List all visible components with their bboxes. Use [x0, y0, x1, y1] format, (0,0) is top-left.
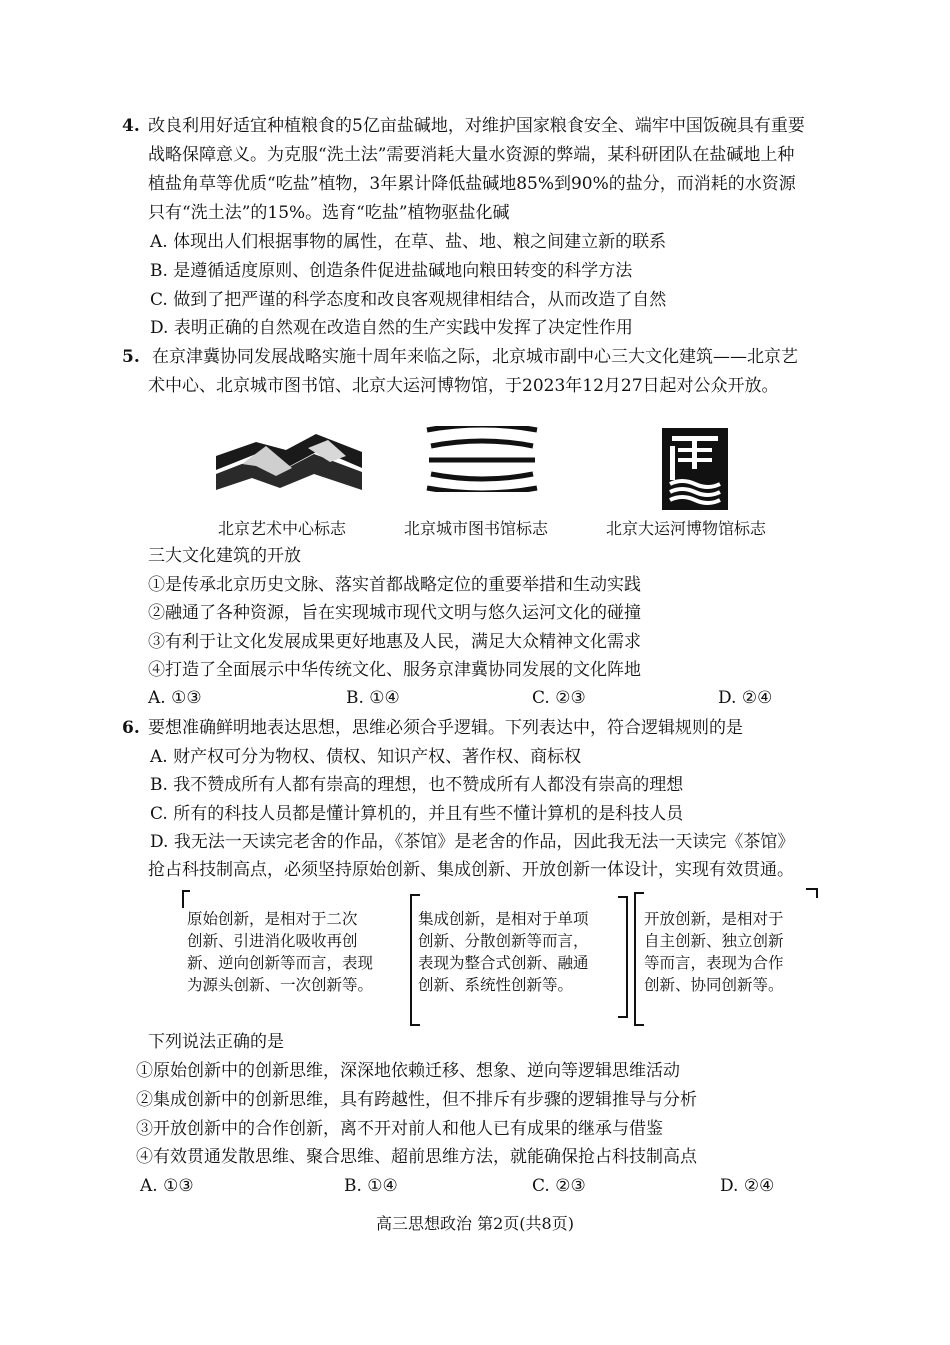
- q7-answer-row: [140, 1176, 780, 1200]
- box-line: 创新、引进消化吸收再创: [187, 932, 358, 950]
- box-line: 创新、协同创新等。: [644, 976, 784, 994]
- q6-option-b[interactable]: B. 我不赞成所有人都有崇高的理想，也不赞成所有人都没有崇高的理想: [150, 775, 684, 795]
- q5-answer-c[interactable]: C. ②③: [532, 688, 586, 708]
- q7-answer-a[interactable]: A. ①③: [140, 1176, 194, 1196]
- q6-option-a[interactable]: A. 财产权可分为物权、债权、知识产权、著作权、商标权: [150, 747, 582, 767]
- q4-option-c[interactable]: C. 做到了把严谨的科学态度和改良客观规律相结合，从而改造了自然: [150, 290, 667, 310]
- q6-stem: 要想准确鲜明地表达思想，思维必须合乎逻辑。下列表达中，符合逻辑规则的是: [148, 718, 743, 738]
- q7-stem: 抢占科技制高点，必须坚持原始创新、集成创新、开放创新一体设计，实现有效贯通。: [148, 860, 794, 880]
- q4-stem-line: 改良利用好适宜种植粮食的5亿亩盐碱地，对维护国家粮食安全、端牢中国饭碗具有重要: [148, 116, 805, 136]
- q5-stem-line: 在京津冀协同发展战略实施十周年来临之际，北京城市副中心三大文化建筑——北京艺: [152, 347, 798, 367]
- q4-option-a[interactable]: A. 体现出人们根据事物的属性，在草、盐、地、粮之间建立新的联系: [150, 232, 667, 252]
- box-line: 集成创新，是相对于单项: [418, 910, 589, 928]
- logo-caption-canal-museum: 北京大运河博物馆标志: [606, 519, 767, 538]
- box-line: 新、逆向创新等而言，表现: [187, 954, 374, 972]
- q7-answer-d[interactable]: D. ②④: [720, 1176, 775, 1196]
- q5-statement: ③有利于让文化发展成果更好地惠及人民，满足大众精神文化需求: [148, 632, 641, 652]
- q5-answer-row: [148, 688, 788, 712]
- box-line: 自主创新、独立创新: [644, 932, 784, 950]
- logo-caption-art-center: 北京艺术中心标志: [218, 519, 347, 538]
- question-6-number: 6.: [122, 718, 140, 738]
- q5-answer-b[interactable]: B. ①④: [346, 688, 400, 708]
- q4-option-d[interactable]: D. 表明正确的自然观在改造自然的生产实践中发挥了决定性作用: [150, 318, 633, 338]
- q5-statement: ④打造了全面展示中华传统文化、服务京津冀协同发展的文化阵地: [148, 660, 641, 680]
- box2-right-bracket: [618, 896, 628, 1018]
- q7-lead: 下列说法正确的是: [148, 1032, 284, 1052]
- box-line: 开放创新，是相对于: [644, 910, 784, 928]
- q6-option-c[interactable]: C. 所有的科技人员都是懂计算机的，并且有些不懂计算机的是科技人员: [150, 804, 684, 824]
- q6-option-d[interactable]: D. 我无法一天读完老舍的作品，《茶馆》是老舍的作品，因此我无法一天读完《茶馆》: [150, 832, 795, 852]
- art-center-logo: [216, 428, 362, 496]
- question-4-number: 4.: [122, 116, 140, 136]
- box3-right-bracket: [806, 888, 818, 898]
- question-5-number: 5.: [122, 347, 140, 367]
- box-line: 原始创新，是相对于二次: [187, 910, 358, 928]
- open-innovation-box: [644, 908, 814, 1000]
- q7-statement: ③开放创新中的合作创新，离不开对前人和他人已有成果的继承与借鉴: [136, 1119, 663, 1139]
- box-line: 等而言，表现为合作: [644, 954, 784, 972]
- box-line: 创新、分散创新等而言，: [418, 932, 589, 950]
- q7-answer-b[interactable]: B. ①④: [344, 1176, 398, 1196]
- box1-bracket: [182, 890, 190, 908]
- q5-statement: ①是传承北京历史文脉、落实首都战略定位的重要举措和生动实践: [148, 575, 641, 595]
- q5-stem-line: 术中心、北京城市图书馆、北京大运河博物馆，于2023年12月27日起对公众开放。: [148, 376, 779, 396]
- q4-stem-line: 只有“洗土法”的15%。选育“吃盐”植物驱盐化碱: [148, 203, 510, 223]
- q5-statement: ②融通了各种资源，旨在实现城市现代文明与悠久运河文化的碰撞: [148, 603, 641, 623]
- box-line: 为源头创新、一次创新等。: [187, 976, 374, 994]
- original-innovation-box: [187, 908, 397, 1000]
- q4-option-b[interactable]: B. 是遵循适度原则、创造条件促进盐碱地向粮田转变的科学方法: [150, 261, 633, 281]
- q5-answer-a[interactable]: A. ①③: [148, 688, 202, 708]
- box-line: 表现为整合式创新、融通: [418, 954, 589, 972]
- grand-canal-museum-logo: [662, 428, 728, 510]
- q7-statement: ④有效贯通发散思维、聚合思维、超前思维方法，就能确保抢占科技制高点: [136, 1147, 697, 1167]
- box3-left-bracket: [634, 892, 644, 1026]
- q7-answer-c[interactable]: C. ②③: [532, 1176, 586, 1196]
- logo-caption-city-library: 北京城市图书馆标志: [404, 519, 549, 538]
- city-library-logo: [425, 426, 539, 492]
- q7-statement: ②集成创新中的创新思维，具有跨越性，但不排斥有步骤的逻辑推导与分析: [136, 1090, 697, 1110]
- box-line: 创新、系统性创新等。: [418, 976, 574, 994]
- q5-answer-d[interactable]: D. ②④: [718, 688, 773, 708]
- integrated-innovation-box: [418, 908, 618, 1000]
- q5-lead: 三大文化建筑的开放: [148, 546, 301, 566]
- q4-stem-line: 战略保障意义。为克服“洗土法”需要消耗大量水资源的弊端，某科研团队在盐碱地上种: [148, 145, 795, 165]
- page-footer: 高三思想政治 第2页(共8页): [376, 1214, 574, 1233]
- q7-statement: ①原始创新中的创新思维，深深地依赖迁移、想象、逆向等逻辑思维活动: [136, 1061, 680, 1081]
- q4-stem-line: 植盐角草等优质“吃盐”植物，3年累计降低盐碱地85%到90%的盐分，而消耗的水资源: [148, 174, 796, 194]
